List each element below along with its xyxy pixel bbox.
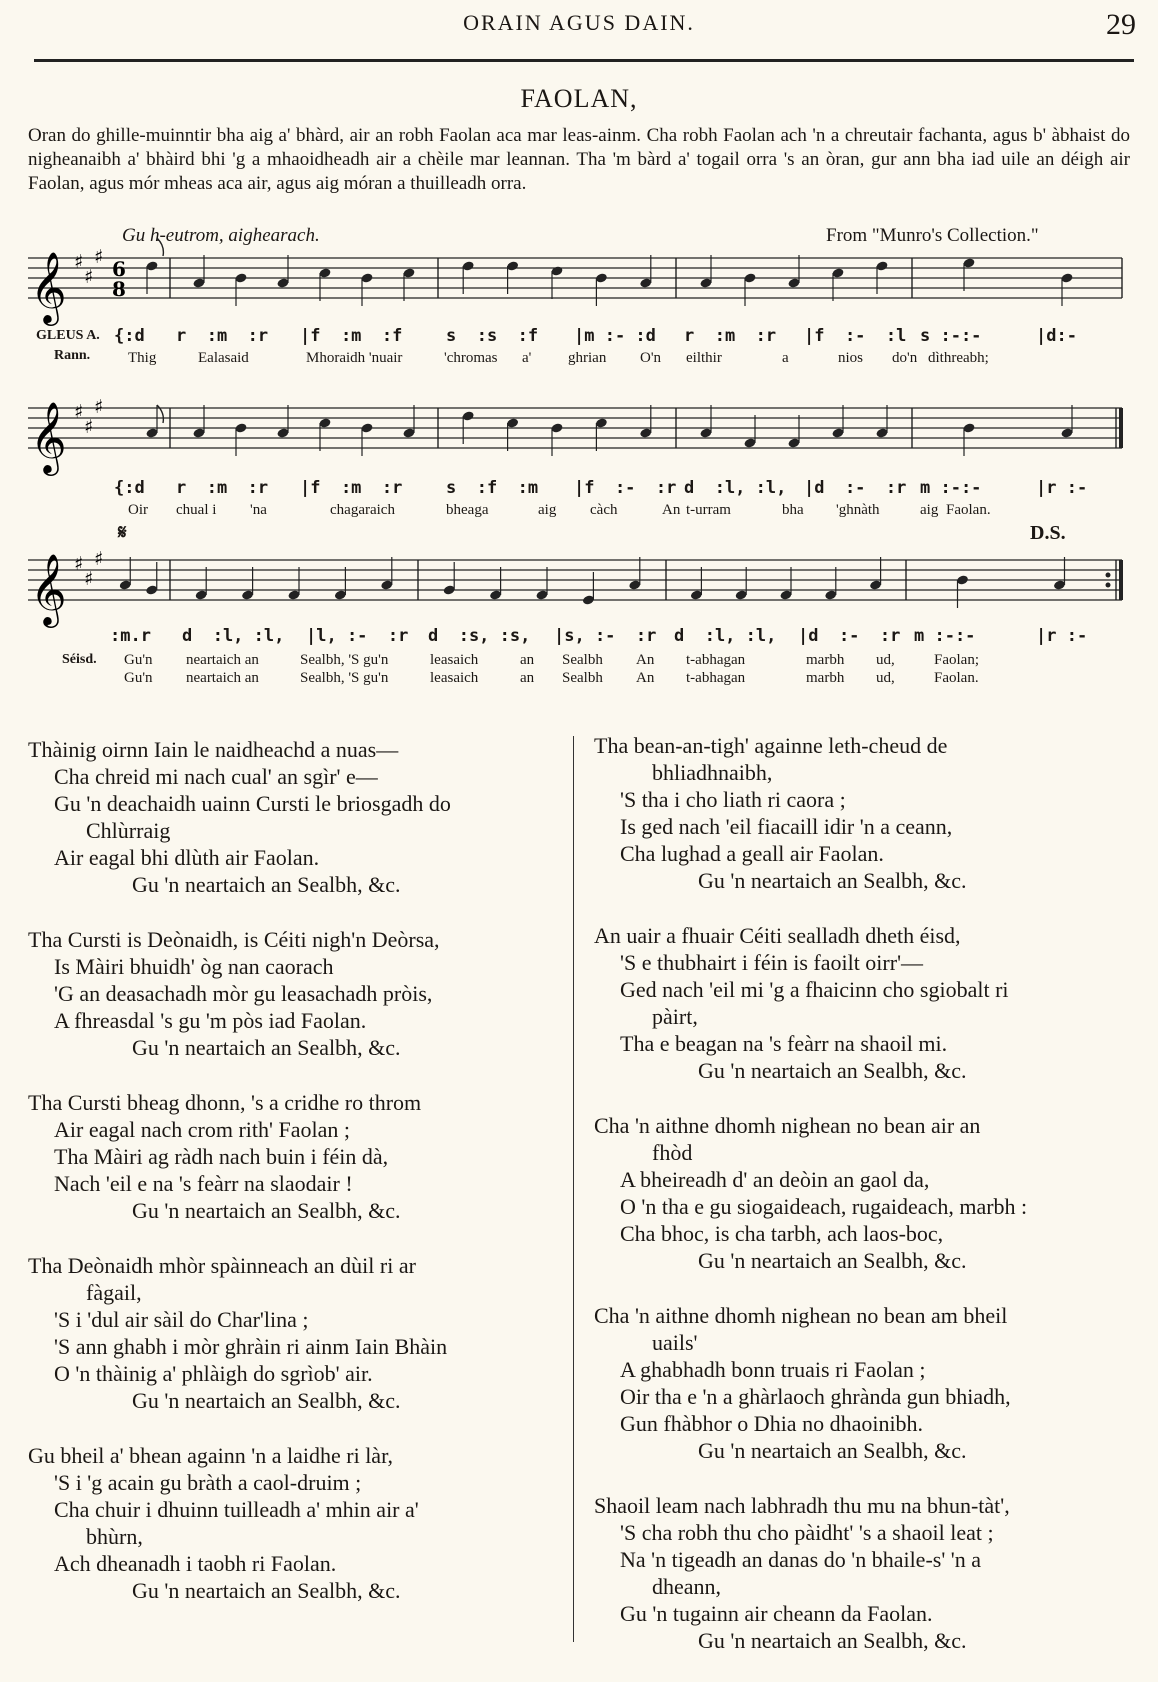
solfa-group: {:d bbox=[114, 478, 145, 498]
stanza bbox=[594, 922, 1134, 1084]
chorus-line: Gu 'n neartaich an Sealbh, &c. bbox=[132, 1035, 401, 1060]
sharp-icon: ♯ bbox=[74, 553, 84, 575]
song-title: FAOLAN, bbox=[520, 84, 638, 113]
lyric-syllable: Gu'n bbox=[124, 670, 153, 686]
sharp-icon: ♯ bbox=[84, 416, 94, 438]
verse-line: 'S tha i cho liath ri caora ; bbox=[620, 787, 846, 812]
verse-line: Is Màiri bhuidh' òg nan caorach bbox=[54, 954, 334, 979]
lyric-syllable: Oir bbox=[128, 502, 148, 518]
lyric-syllable: Ealasaid bbox=[198, 350, 249, 366]
verses-left-column bbox=[28, 736, 566, 1632]
verse-line: fàgail, bbox=[86, 1280, 142, 1305]
solfa-group: m :-:- bbox=[914, 626, 976, 646]
chorus-line: Gu 'n neartaich an Sealbh, &c. bbox=[698, 1248, 967, 1273]
verse-line: Cha lughad a geall air Faolan. bbox=[620, 841, 884, 866]
solfa-group: r :m :r bbox=[176, 326, 269, 346]
lyric-syllable: t-abhagan bbox=[686, 670, 746, 686]
lyric-syllable: An bbox=[636, 652, 655, 668]
key-label: GLEUS A. bbox=[36, 328, 100, 343]
lyric-syllable: bha bbox=[782, 502, 804, 518]
verse-line: A fhreasdal 's gu 'm pòs iad Faolan. bbox=[54, 1008, 367, 1033]
lyric-syllable: Faolan. bbox=[934, 670, 979, 686]
verse-line: Air eagal nach crom rith' Faolan ; bbox=[54, 1117, 350, 1142]
lyric-syllable: chual i bbox=[176, 502, 217, 518]
sharp-icon: ♯ bbox=[94, 548, 104, 570]
lyric-syllable: nios bbox=[838, 350, 864, 366]
chorus-line: Gu 'n neartaich an Sealbh, &c. bbox=[698, 1438, 967, 1463]
lyric-syllable: aig bbox=[538, 502, 557, 518]
verse-line: Gun fhàbhor o Dhia no dhaoinibh. bbox=[620, 1411, 924, 1436]
solfa-group: d :l, :l, bbox=[182, 626, 285, 646]
solfa-group: |d :- :r bbox=[804, 478, 907, 498]
chorus-line: Gu 'n neartaich an Sealbh, &c. bbox=[132, 1388, 401, 1413]
lyric-syllable: Sealbh, 'S gu'n bbox=[300, 670, 389, 686]
chorus-line: Gu 'n neartaich an Sealbh, &c. bbox=[698, 1628, 967, 1653]
stanza bbox=[28, 1089, 566, 1224]
solfa-group: s :s :f bbox=[446, 326, 539, 346]
lyric-syllable: càch bbox=[590, 502, 618, 518]
song-intro: Oran do ghille-muinntir bha aig a' bhàrd, air an robh Faolan aca mar leas-ainm. Cha robh Faolan ach 'n a chreutair fachanta, agus b' àbhaist do nigheanaibh a' bhàird bhi 'g a mhaoidheadh air a chèile mar leannan. Tha 'm bàrd a' togail orra 's an òran, gur ann bha iad uile an déigh air Faolan, agus mór mheas aca air, agus aig móran a thuilleadh orra. bbox=[28, 125, 1130, 194]
verse-line: Cha 'n aithne dhomh nighean no bean am bheil bbox=[594, 1303, 1008, 1328]
lyric-syllable: dìthreabh; bbox=[928, 350, 989, 366]
lyric-syllable: an bbox=[520, 670, 535, 686]
solfa-group: {:d bbox=[114, 326, 145, 346]
lyric-syllable: marbh bbox=[806, 670, 845, 686]
verse-line: Is ged nach 'eil fiacaill idir 'n a ceann, bbox=[620, 814, 953, 839]
running-title: ORAIN AGUS DAIN. bbox=[463, 10, 695, 35]
solfa-group: |d:- bbox=[1036, 326, 1077, 346]
verse-line: fhòd bbox=[652, 1140, 693, 1165]
solfa-group: d :s, :s, bbox=[428, 626, 531, 646]
verse-line: pàirt, bbox=[652, 1004, 698, 1029]
lyric-syllable: 'na bbox=[250, 502, 267, 518]
lyric-syllable: a bbox=[782, 350, 789, 366]
seisd-label: Séisd. bbox=[62, 652, 97, 667]
verse-line: Tha Cursti is Deònaidh, is Céiti nigh'n Deòrsa, bbox=[28, 927, 440, 952]
solfa-group: |f :- :l bbox=[804, 326, 907, 346]
verse-line: O 'n tha e gu siogaideach, rugaideach, marbh : bbox=[620, 1194, 1028, 1219]
solfa-group: d :l, :l, bbox=[684, 478, 787, 498]
solfa-group: r :m :r bbox=[684, 326, 777, 346]
verse-line: Cha bhoc, is cha tarbh, ach laos-boc, bbox=[620, 1221, 944, 1246]
solfa-group: |f :- :r bbox=[574, 478, 677, 498]
verse-line: Thàinig oirnn Iain le naidheachd a nuas— bbox=[28, 737, 399, 762]
solfa-group: s :-:- bbox=[920, 326, 982, 346]
lyric-syllable: Sealbh, 'S gu'n bbox=[300, 652, 389, 668]
lyric-syllable: ghrian bbox=[568, 350, 607, 366]
verse-line: dheann, bbox=[652, 1574, 722, 1599]
page-number: 29 bbox=[1106, 8, 1136, 41]
music-score bbox=[0, 0, 1158, 720]
rann-label: Rann. bbox=[54, 348, 91, 363]
verse-line: uails' bbox=[652, 1330, 698, 1355]
sharp-icon: ♯ bbox=[94, 396, 104, 418]
verse-line: 'S e thubhairt i féin is faoilt oirr'— bbox=[620, 950, 924, 975]
chorus-line: Gu 'n neartaich an Sealbh, &c. bbox=[132, 872, 401, 897]
verse-line: Air eagal bhi dlùth air Faolan. bbox=[54, 845, 320, 870]
stanza bbox=[28, 926, 566, 1061]
verse-line: Gu 'n tugainn air cheann da Faolan. bbox=[620, 1601, 933, 1626]
solfa-group: |l, :- :r bbox=[306, 626, 409, 646]
lyric-syllable: 'chromas bbox=[444, 350, 498, 366]
solfa-group: |f :m :r bbox=[300, 478, 403, 498]
sharp-icon: ♯ bbox=[94, 246, 104, 268]
solfa-group: :m.r bbox=[110, 626, 151, 646]
lyric-syllable: An bbox=[636, 670, 655, 686]
solfa-group: d :l, :l, bbox=[674, 626, 777, 646]
verse-line: bhùrn, bbox=[86, 1524, 143, 1549]
verse-line: Tha Deònaidh mhòr spàinneach an dùil ri ar bbox=[28, 1253, 416, 1278]
note-flag bbox=[157, 238, 163, 256]
solfa-group: m :-:- bbox=[920, 478, 982, 498]
lyric-syllable: neartaich an bbox=[186, 652, 259, 668]
column-divider bbox=[573, 736, 574, 1642]
verse-line: Tha bean-an-tigh' againne leth-cheud de bbox=[594, 733, 948, 758]
repeat-dot bbox=[1106, 583, 1111, 588]
verse-line: An uair a fhuair Céiti sealladh dheth éisd, bbox=[594, 923, 961, 948]
lyric-syllable: ud, bbox=[876, 652, 895, 668]
lyric-syllable: Gu'n bbox=[124, 652, 153, 668]
verse-line: Tha Cursti bheag dhonn, 's a cridhe ro throm bbox=[28, 1090, 422, 1115]
chorus-line: Gu 'n neartaich an Sealbh, &c. bbox=[698, 868, 967, 893]
sharp-icon: ♯ bbox=[84, 266, 94, 288]
lyric-syllable: neartaich an bbox=[186, 670, 259, 686]
verse-line: 'S i 'dul air sàil do Char'lina ; bbox=[54, 1307, 309, 1332]
lyric-syllable: do'n bbox=[892, 350, 918, 366]
solfa-group: |f :m :f bbox=[300, 326, 403, 346]
verse-line: Cha chreid mi nach cual' an sgìr' e— bbox=[54, 764, 378, 789]
treble-clef-icon: 𝄞 bbox=[30, 400, 67, 473]
music-staff bbox=[0, 388, 1158, 478]
sharp-icon: ♯ bbox=[74, 401, 84, 423]
verse-line: Tha Màiri ag ràdh nach buin i féin dà, bbox=[54, 1144, 389, 1169]
solfa-group: s :f :m bbox=[446, 478, 539, 498]
lyric-syllable: Faolan; bbox=[934, 652, 979, 668]
verse-line: O 'n thàinig a' phlàigh do sgrìob' air. bbox=[54, 1361, 373, 1386]
lyric-syllable: An bbox=[662, 502, 681, 518]
solfa-group: |s, :- :r bbox=[554, 626, 657, 646]
verse-line: Shaoil leam nach labhradh thu mu na bhun-tàt', bbox=[594, 1493, 1010, 1518]
solfa-group: |r :- bbox=[1036, 478, 1088, 498]
verse-line: Oir tha e 'n a ghàrlaoch ghrànda gun bhiadh, bbox=[620, 1384, 1011, 1409]
music-staff bbox=[0, 540, 1158, 630]
source-credit: From "Munro's Collection." bbox=[826, 225, 1039, 246]
time-signature-top: 6 bbox=[112, 257, 126, 281]
lyric-syllable: 'ghnàth bbox=[836, 502, 880, 518]
lyric-syllable: leasaich bbox=[430, 670, 479, 686]
stanza bbox=[28, 1442, 566, 1604]
treble-clef-icon: 𝄞 bbox=[30, 250, 67, 323]
verse-line: Gu bheil a' bhean againn 'n a laidhe ri làr, bbox=[28, 1443, 394, 1468]
music-staff bbox=[0, 238, 1158, 328]
solfa-group: r :m :r bbox=[176, 478, 269, 498]
lyric-syllable: chagaraich bbox=[330, 502, 395, 518]
verse-line: Ged nach 'eil mi 'g a fhaicinn cho sgiobalt ri bbox=[620, 977, 1009, 1002]
lyric-syllable: Thig bbox=[128, 350, 157, 366]
verse-line: Gu 'n deachaidh uainn Cursti le briosgadh do bbox=[54, 791, 451, 816]
lyric-syllable: Sealbh bbox=[562, 670, 603, 686]
stanza bbox=[594, 1492, 1134, 1654]
verse-line: Chlùrraig bbox=[86, 818, 171, 843]
segno-mark: 𝄋 bbox=[118, 522, 127, 544]
verse-line: bhliadhnaibh, bbox=[652, 760, 773, 785]
lyric-syllable: ud, bbox=[876, 670, 895, 686]
time-signature-bottom: 8 bbox=[112, 277, 126, 301]
verse-line: 'S ann ghabh i mòr ghràin ri ainm Iain Bhàin bbox=[54, 1334, 448, 1359]
lyric-syllable: leasaich bbox=[430, 652, 479, 668]
verse-line: 'S cha robh thu cho pàidht' 's a shaoil leat ; bbox=[620, 1520, 994, 1545]
solfa-group: |m :- :d bbox=[574, 326, 656, 346]
sharp-icon: ♯ bbox=[84, 568, 94, 590]
lyric-syllable: eilthir bbox=[686, 350, 722, 366]
lyric-syllable: a' bbox=[522, 350, 532, 366]
verse-line: Cha 'n aithne dhomh nighean no bean air an bbox=[594, 1113, 981, 1138]
lyric-syllable: O'n bbox=[640, 350, 662, 366]
verse-line: 'S i 'g acain gu bràth a caol-druim ; bbox=[54, 1470, 362, 1495]
verse-line: 'G an deasachadh mòr gu leasachadh pròis, bbox=[54, 981, 433, 1006]
stanza bbox=[594, 1302, 1134, 1464]
lyric-syllable: t-abhagan bbox=[686, 652, 746, 668]
lyric-syllable: t-urram bbox=[686, 502, 731, 518]
verse-line: Tha e beagan na 's feàrr na shaoil mi. bbox=[620, 1031, 948, 1056]
lyric-syllable: Sealbh bbox=[562, 652, 603, 668]
repeat-dot bbox=[1106, 573, 1111, 578]
lyric-syllable: Faolan. bbox=[946, 502, 991, 518]
ds-marking: D.S. bbox=[1030, 522, 1066, 544]
verses-right-column bbox=[594, 732, 1134, 1682]
stanza bbox=[28, 1252, 566, 1414]
lyric-syllable: marbh bbox=[806, 652, 845, 668]
lyric-syllable: an bbox=[520, 652, 535, 668]
lyric-syllable: bheaga bbox=[446, 502, 489, 518]
verse-line: A ghabhadh bonn truais ri Faolan ; bbox=[620, 1357, 926, 1382]
verse-line: Nach 'eil e na 's feàrr na slaodair ! bbox=[54, 1171, 353, 1196]
verse-line: A bheireadh d' an deòin an gaol da, bbox=[620, 1167, 930, 1192]
verse-line: Ach dheanadh i taobh ri Faolan. bbox=[54, 1551, 337, 1576]
lyric-syllable: aig bbox=[920, 502, 939, 518]
tempo-marking: Gu h-eutrom, aighearach. bbox=[122, 225, 320, 246]
solfa-group: |r :- bbox=[1036, 626, 1088, 646]
verse-line: Na 'n tigeadh an danas do 'n bhaile-s' 'n a bbox=[620, 1547, 982, 1572]
sharp-icon: ♯ bbox=[74, 251, 84, 273]
chorus-line: Gu 'n neartaich an Sealbh, &c. bbox=[698, 1058, 967, 1083]
solfa-group: |d :- :r bbox=[798, 626, 901, 646]
lyric-syllable: Mhoraidh 'nuair bbox=[306, 350, 403, 366]
verse-line: Cha chuir i dhuinn tuilleadh a' mhin air a' bbox=[54, 1497, 419, 1522]
chorus-line: Gu 'n neartaich an Sealbh, &c. bbox=[132, 1198, 401, 1223]
chorus-line: Gu 'n neartaich an Sealbh, &c. bbox=[132, 1578, 401, 1603]
stanza bbox=[28, 736, 566, 898]
stanza bbox=[594, 1112, 1134, 1274]
stanza bbox=[594, 732, 1134, 894]
treble-clef-icon: 𝄞 bbox=[30, 552, 67, 625]
